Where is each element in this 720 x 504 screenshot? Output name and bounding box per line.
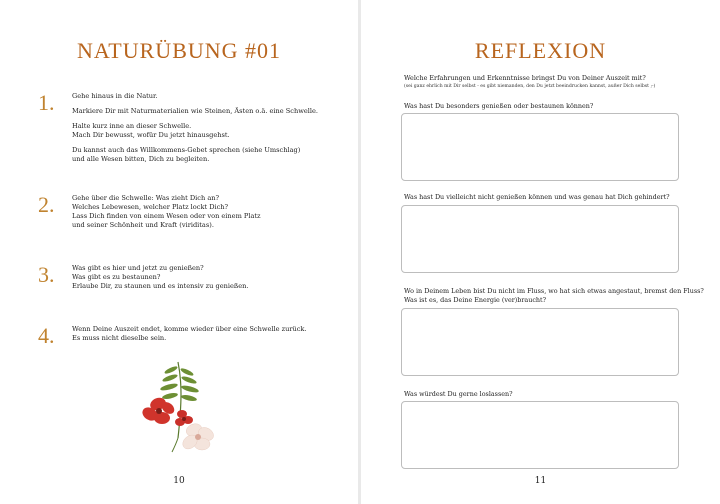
step-body bbox=[72, 194, 334, 236]
page-number-left: 10 bbox=[173, 476, 185, 486]
question-label: Wo in Deinem Leben bist Du nicht im Fluss, wo hat sich etwas angestaut, bremst den Fluss? Was ist es, das Deine Energie (ver)braucht? bbox=[404, 287, 704, 304]
question-label: Was würdest Du gerne loslassen? bbox=[404, 390, 513, 398]
question-4 bbox=[404, 390, 704, 399]
page-number-right: 11 bbox=[534, 476, 547, 486]
page-title-right: REFLEXION bbox=[474, 38, 607, 63]
answer-box-1[interactable] bbox=[401, 113, 679, 181]
step-body bbox=[72, 264, 334, 297]
question-2 bbox=[404, 193, 704, 202]
question-1 bbox=[404, 102, 704, 111]
step-text: Du kannst auch das Willkommens-Gebet sprechen (siehe Umschlag) und alle Wesen bitten, Dich zu begleiten. bbox=[72, 146, 301, 163]
step-text: Was gibt es hier und jetzt zu genießen? Was gibt es zu bestaunen? Erlaube Dir, zu staunen und es intensiv zu genießen. bbox=[72, 264, 249, 290]
question-label: Was hast Du besonders genießen oder bestaunen können? bbox=[404, 102, 594, 110]
reflection-intro-note: (sei ganz ehrlich mit Dir selbst - es gibt niemanden, den Du jetzt beeindrucken kannst, außer Dich selbst ;-) bbox=[404, 83, 656, 89]
page-title-left: NATURÜBUNG #01 bbox=[76, 38, 282, 63]
pressed-flowers-illustration bbox=[138, 358, 220, 454]
question-label: Was hast Du vielleicht nicht genießen können und was genau hat Dich gehindert? bbox=[404, 193, 670, 201]
step-body bbox=[72, 325, 334, 349]
step-text: Gehe hinaus in die Natur. bbox=[72, 92, 158, 100]
reflection-intro bbox=[404, 74, 704, 90]
step-number: 4. bbox=[38, 323, 55, 348]
step-text: Halte kurz inne an dieser Schwelle. Mach Dir bewusst, wofür Du jetzt hinausgehst. bbox=[72, 122, 230, 139]
answer-box-3[interactable] bbox=[401, 308, 679, 376]
left-page bbox=[0, 0, 358, 504]
step-text: Markiere Dir mit Naturmaterialien wie Steinen, Ästen o.ä. eine Schwelle. bbox=[72, 107, 318, 115]
answer-box-2[interactable] bbox=[401, 205, 679, 273]
answer-box-4[interactable] bbox=[401, 401, 679, 469]
step-number: 1. bbox=[38, 90, 55, 115]
step-number: 2. bbox=[38, 192, 55, 217]
step-number: 3. bbox=[38, 262, 55, 287]
step-text: Wenn Deine Auszeit endet, komme wieder über eine Schwelle zurück. Es muss nicht dieselbe sein. bbox=[72, 325, 307, 342]
reflection-intro-question: Welche Erfahrungen und Erkenntnisse bringst Du von Deiner Auszeit mit? bbox=[404, 74, 646, 82]
question-3 bbox=[404, 287, 704, 304]
right-page bbox=[361, 0, 720, 504]
step-text: Gehe über die Schwelle: Was zieht Dich an? Welches Lebewesen, welcher Platz lockt Dich? Lass Dich finden von einem Wesen oder von einem Platz und seiner Schönheit und Kraft (viriditas). bbox=[72, 194, 261, 229]
step-body bbox=[72, 92, 334, 170]
